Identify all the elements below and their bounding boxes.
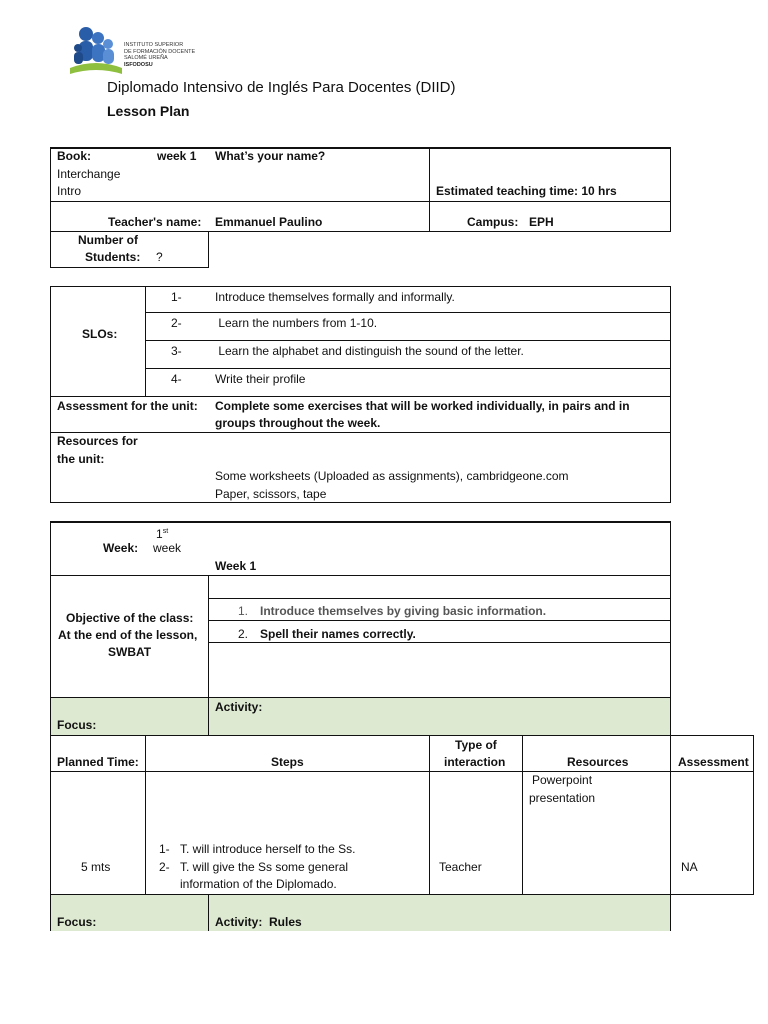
slo-text: Write their profile <box>215 372 306 386</box>
week-number: week 1 <box>157 149 197 163</box>
header-resources: Resources <box>567 755 629 769</box>
step-text: T. will give the Ss some general <box>180 860 349 874</box>
row-resources: Powerpoint <box>532 773 593 787</box>
step-number: 2- <box>159 860 170 874</box>
row-interaction: Teacher <box>439 860 482 874</box>
header-steps: Steps <box>271 755 304 769</box>
institution-logo <box>68 24 208 82</box>
assessment-text: Complete some exercises that will be worked individually, in pairs and in <box>215 399 630 413</box>
focus-label: Focus: <box>57 718 97 732</box>
students-value: ? <box>156 250 163 264</box>
logo-people-icon <box>68 24 124 80</box>
logo-text <box>124 42 195 68</box>
week-label: Week: <box>103 541 139 555</box>
campus-value: EPH <box>529 215 554 229</box>
activity-label: Activity: <box>215 700 263 714</box>
teacher-name: Emmanuel Paulino <box>215 215 323 229</box>
logo-line: ISFODOSU <box>124 61 153 68</box>
week-word: week <box>153 541 182 555</box>
logo-line: SALOMÉ UREÑA <box>124 55 168 61</box>
logo-line: DE FORMACIÓN DOCENTE <box>124 48 196 55</box>
slos-label: SLOs: <box>82 327 118 341</box>
slo-text: Introduce themselves formally and informally. <box>215 290 455 304</box>
objective-number: 2. <box>238 627 249 641</box>
teacher-label: Teacher's name: <box>108 215 202 229</box>
objective-label: At the end of the lesson, <box>58 628 198 642</box>
focus-row-bg <box>51 697 670 735</box>
logo-line: INSTITUTO SUPERIOR <box>124 42 184 48</box>
resources-label: Resources for <box>57 434 138 448</box>
step-text: T. will introduce herself to the Ss. <box>180 842 356 856</box>
students-label: Students: <box>85 250 141 264</box>
header-assessment: Assessment <box>678 755 749 769</box>
step-text: information of the Diplomado. <box>180 877 337 891</box>
book-name: Intro <box>57 184 82 198</box>
row-assessment: NA <box>681 860 698 874</box>
objective-number: 1. <box>238 604 249 618</box>
slo-text: Learn the numbers from 1-10. <box>215 316 378 330</box>
students-label: Number of <box>78 233 138 247</box>
unit-title: What’s your name? <box>215 149 326 163</box>
objective-text: Spell their names correctly. <box>260 627 416 641</box>
book-name: Interchange <box>57 167 121 181</box>
slo-number: 4- <box>171 372 182 386</box>
objective-text: Introduce themselves by giving basic information. <box>260 604 547 618</box>
slo-text: Learn the alphabet and distinguish the sound of the letter. <box>215 344 524 358</box>
resources-text: Paper, scissors, tape <box>215 487 327 501</box>
assessment-text: groups throughout the week. <box>215 416 381 430</box>
slo-number: 2- <box>171 316 182 330</box>
activity-label: Activity: Rules <box>215 915 302 929</box>
book-label: Book: <box>57 149 91 163</box>
resources-label: the unit: <box>57 452 105 466</box>
week-ordinal: 1st <box>156 527 169 541</box>
header-planned-time: Planned Time: <box>57 755 139 769</box>
header-interaction: Type of <box>455 738 497 752</box>
resources-text: Some worksheets (Uploaded as assignments), cambridgeone.com <box>215 469 569 483</box>
row-resources: presentation <box>529 791 596 805</box>
step-number: 1- <box>159 842 170 856</box>
assessment-label: Assessment for the unit: <box>57 399 198 413</box>
document-subtitle: Lesson Plan <box>107 103 190 119</box>
week-title: Week 1 <box>215 559 257 573</box>
document-title: Diplomado Intensivo de Inglés Para Docentes (DIID) <box>107 79 456 96</box>
campus-label: Campus: <box>467 215 519 229</box>
focus-row-bg <box>51 895 670 931</box>
focus-label: Focus: <box>57 915 97 929</box>
estimated-time: Estimated teaching time: 10 hrs <box>436 184 617 198</box>
header-interaction: interaction <box>444 755 506 769</box>
objective-label: SWBAT <box>108 645 152 659</box>
slo-number: 3- <box>171 344 182 358</box>
slo-number: 1- <box>171 290 182 304</box>
objective-label: Objective of the class: <box>66 611 194 625</box>
row-time: 5 mts <box>81 860 111 874</box>
